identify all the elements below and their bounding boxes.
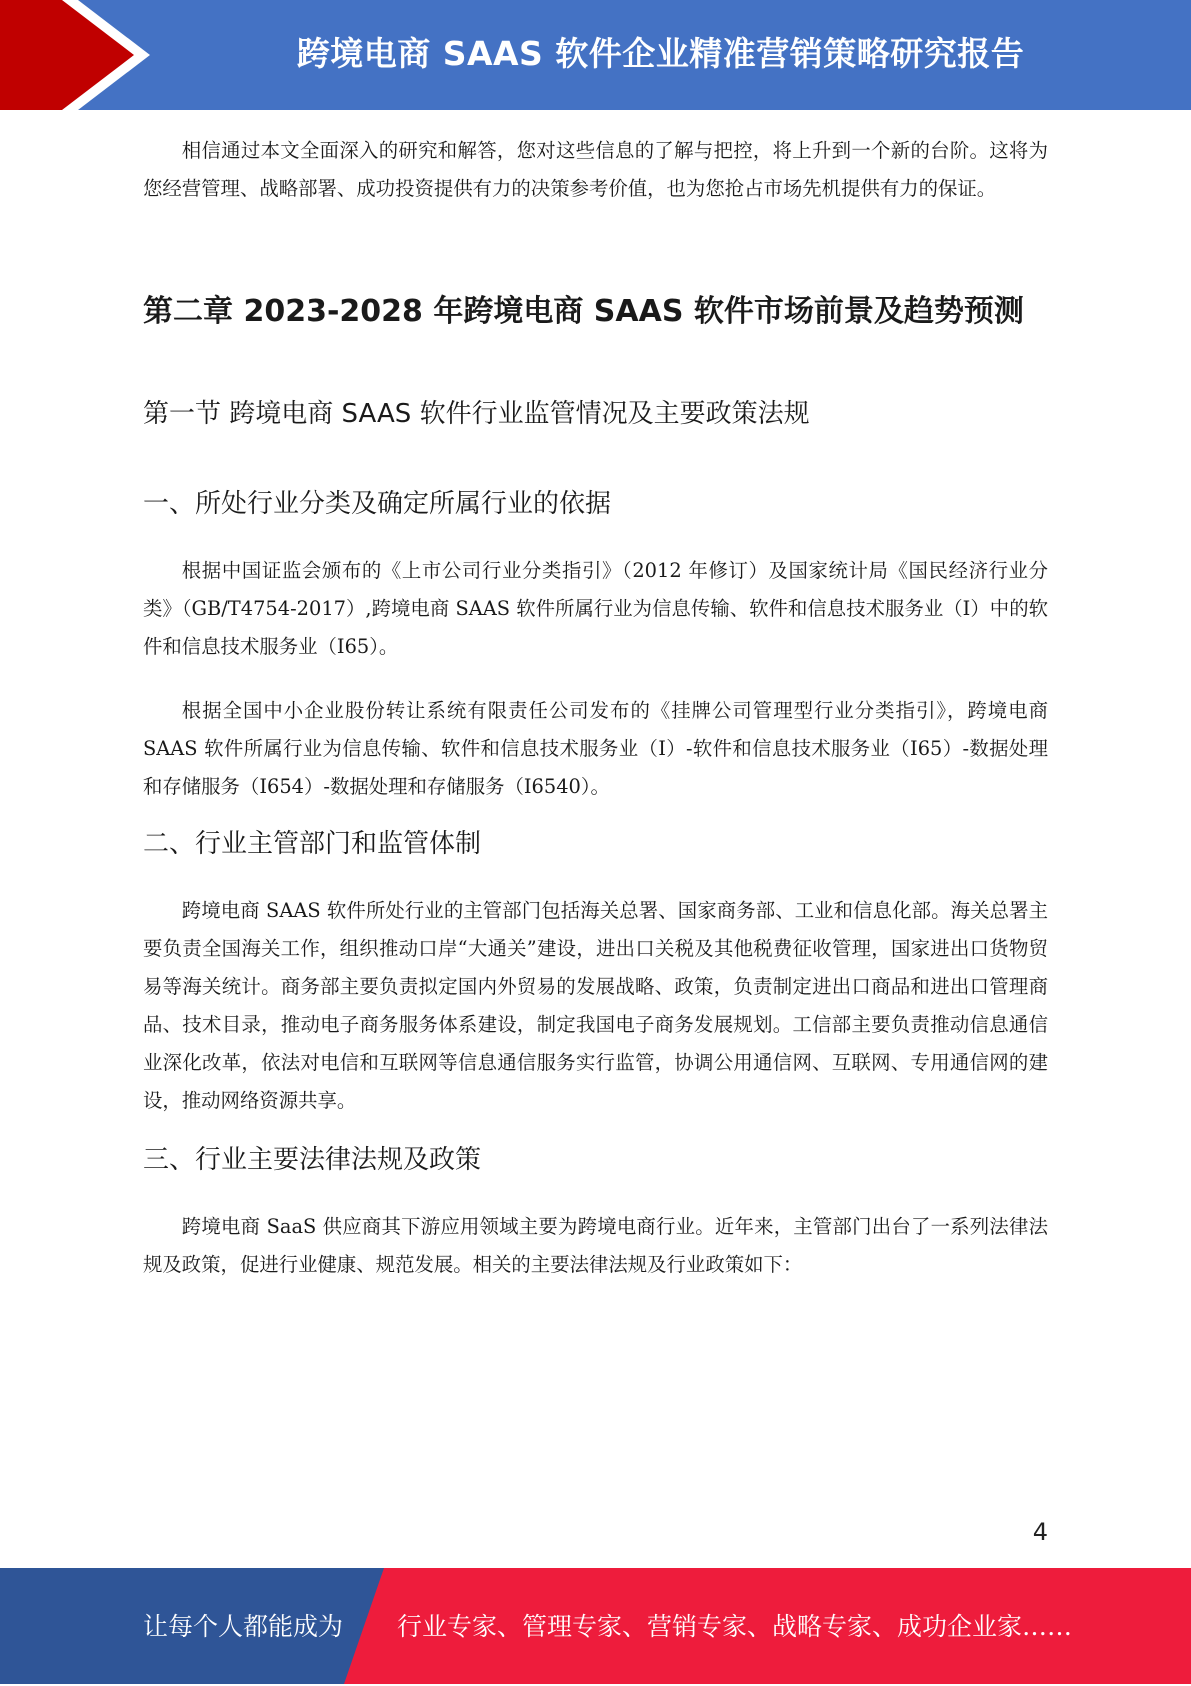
subsection-1-paragraph-2-block (143, 692, 1048, 806)
subsection-title: 一、所处行业分类及确定所属行业的依据 (143, 489, 612, 519)
subsection-2-heading-block (143, 826, 1048, 862)
page-number: 4 (1032, 1518, 1048, 1546)
chapter-block (143, 292, 1048, 332)
page-header (0, 0, 1191, 110)
subsection-title: 二、行业主管部门和监管体制 (143, 829, 482, 859)
body-paragraph: 根据全国中小企业股份转让系统有限责任公司发布的《挂牌公司管理型行业分类指引》，跨境电商 SAAS 软件所属行业为信息传输、软件和信息技术服务业（I）-软件和信息技术服务业（I65）-数据处理和存储服务（I654）-数据处理和存储服务（I6540）。 (143, 699, 1048, 798)
intro-block (143, 132, 1048, 208)
subsection-3-paragraph-1-block (143, 1208, 1048, 1284)
footer-slogan-left: 让每个人都能成为 (143, 1612, 344, 1641)
chapter-title: 第二章 2023-2028 年跨境电商 SAAS 软件市场前景及趋势预测 (143, 294, 1024, 329)
report-title: 跨境电商 SAAS 软件企业精准营销策略研究报告 (296, 34, 1025, 73)
subsection-1-heading-block (143, 486, 1048, 522)
footer-slogan-right: 行业专家、管理专家、营销专家、战略专家、成功企业家…… (397, 1612, 1073, 1641)
subsection-title: 三、行业主要法律法规及政策 (143, 1145, 482, 1175)
subsection-1-paragraph-1-block (143, 552, 1048, 666)
body-paragraph: 跨境电商 SaaS 供应商其下游应用领域主要为跨境电商行业。近年来，主管部门出台了一系列法律法规及政策，促进行业健康、规范发展。相关的主要法律法规及行业政策如下： (143, 1215, 1048, 1276)
subsection-3-heading-block (143, 1142, 1048, 1178)
body-paragraph: 跨境电商 SAAS 软件所处行业的主管部门包括海关总署、国家商务部、工业和信息化部。海关总署主要负责全国海关工作，组织推动口岸“大通关”建设，进出口关税及其他税费征收管理，国家进出口货物贸易等海关统计。商务部主要负责拟定国内外贸易的发展战略、政策，负责制定进出口商品和进出口管理商品、技术目录，推动电子商务服务体系建设，制定我国电子商务发展规划。工信部主要负责推动信息通信业深化改革，依法对电信和互联网等信息通信服务实行监管，协调公用通信网、互联网、专用通信网的建设，推动网络资源共享。 (143, 899, 1048, 1112)
section-title: 第一节 跨境电商 SAAS 软件行业监管情况及主要政策法规 (143, 399, 810, 429)
body-paragraph: 根据中国证监会颁布的《上市公司行业分类指引》（2012 年修订）及国家统计局《国民经济行业分类》（GB/T4754-2017）,跨境电商 SAAS 软件所属行业为信息传输、软件和信息技术服务业（I）中的软件和信息技术服务业（I65）。 (143, 559, 1048, 658)
page-footer (0, 1568, 1191, 1684)
section-block (143, 396, 1048, 432)
subsection-2-paragraph-1-block (143, 892, 1048, 1120)
intro-paragraph: 相信通过本文全面深入的研究和解答，您对这些信息的了解与把控，将上升到一个新的台阶。这将为您经营管理、战略部署、成功投资提供有力的决策参考价值，也为您抢占市场先机提供有力的保证。 (143, 139, 1048, 200)
